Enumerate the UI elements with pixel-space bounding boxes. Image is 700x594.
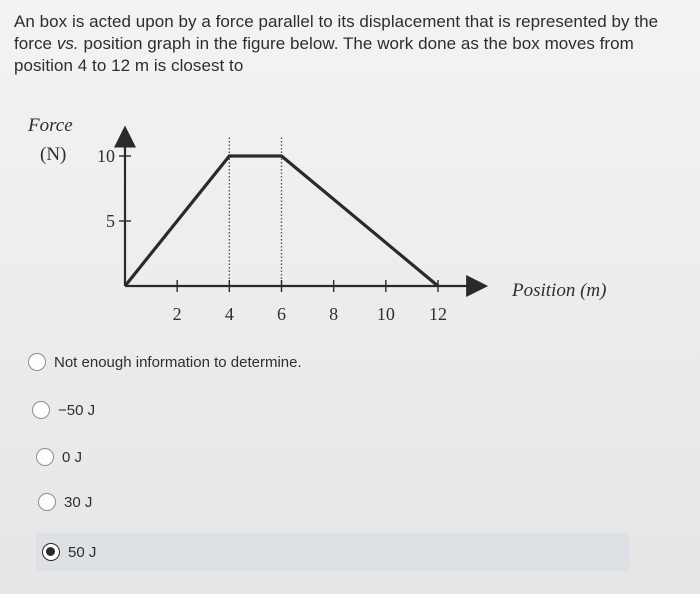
radio-button[interactable] — [32, 401, 50, 419]
question-line-2-prefix: force — [14, 34, 53, 53]
option-label: Not enough information to determine. — [54, 353, 302, 371]
x-tick-label: 2 — [172, 304, 182, 324]
chart-layer — [97, 137, 477, 325]
x-tick-label: 4 — [224, 304, 234, 324]
y-tick-label: 5 — [106, 211, 115, 231]
option-negative-50j[interactable] — [32, 401, 95, 419]
option-not-enough-info[interactable] — [28, 353, 302, 371]
question-line-3: position 4 to 12 m is closest to — [14, 56, 244, 75]
question-vs: vs. — [56, 34, 79, 53]
question-line-2-rest: position graph in the figure below. The work done as the box moves from — [83, 34, 634, 53]
radio-button[interactable] — [36, 448, 54, 466]
x-axis-label: Position (m) — [512, 280, 607, 301]
x-tick-label: 8 — [329, 304, 339, 324]
x-tick-label: 12 — [429, 304, 447, 324]
option-label: 50 J — [68, 543, 97, 561]
option-50j[interactable] — [36, 533, 630, 571]
question-line-2 — [14, 33, 674, 55]
option-label: −50 J — [58, 401, 96, 419]
x-tick-label: 10 — [376, 304, 395, 324]
radio-button-selected[interactable] — [42, 543, 60, 561]
answer-options — [26, 350, 666, 590]
radio-button[interactable] — [38, 493, 56, 511]
option-30j[interactable] — [38, 493, 92, 511]
chart-svg — [18, 100, 658, 338]
option-label: 0 J — [62, 448, 83, 466]
radio-button[interactable] — [28, 353, 46, 371]
y-axis-label-line-1: Force — [28, 115, 73, 136]
force-curve-line — [125, 156, 438, 286]
option-label: 30 J — [64, 493, 93, 511]
x-tick-label: 6 — [277, 304, 286, 324]
force-position-graph — [18, 100, 658, 338]
question-text — [14, 11, 674, 77]
option-0j[interactable] — [36, 448, 82, 466]
y-axis-label-line-2: (N) — [40, 144, 67, 165]
y-tick-label: 10 — [97, 146, 115, 166]
question-line-1: An box is acted upon by a force parallel to its displacement that is represented by the — [14, 12, 659, 31]
